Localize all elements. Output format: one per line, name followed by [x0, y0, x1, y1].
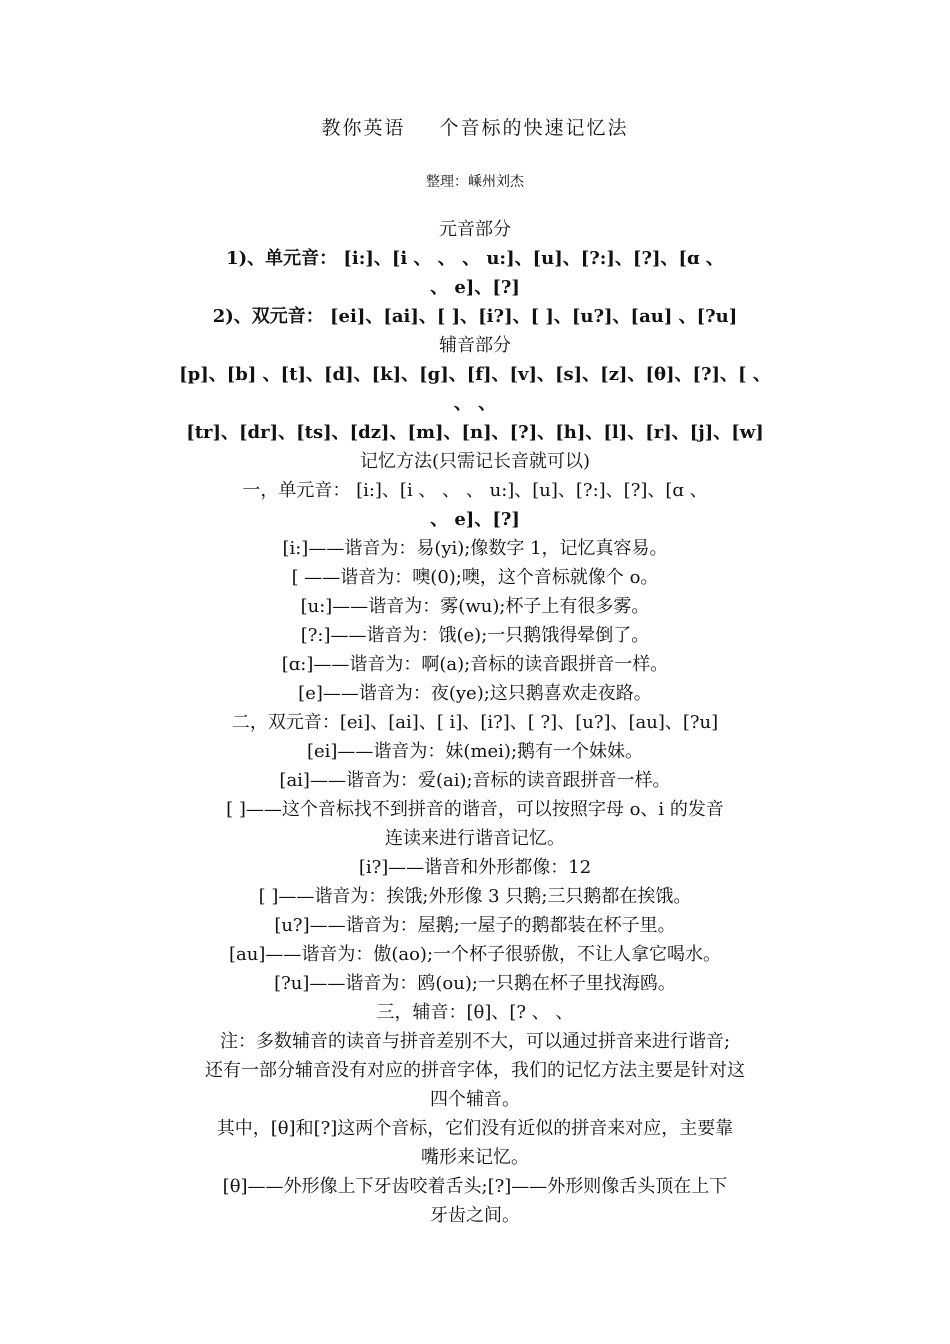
consonant-list-line-1: [p]、[b] 、[t]、[d]、[k]、[g]、[f]、[v]、[s]、[z]、[θ]、[?]、[ 、	[179, 364, 771, 385]
note-line: 注：多数辅音的读音与拼音差别不大，可以通过拼音来进行谐音;	[219, 1031, 731, 1052]
title-part-b: 个音标的快速记忆法	[439, 117, 629, 139]
mnemonic-line: [ ——谐音为：噢(0);噢，这个音标就像个 o。	[291, 567, 659, 588]
author-line: 整理：嵊州刘杰	[426, 174, 524, 190]
mnemonic-line: [u?]——谐音为：屋鹅;一屋子的鹅都装在杯子里。	[274, 915, 676, 936]
mnemonic-line: [ɑ:]——谐音为：啊(a);音标的读音跟拼音一样。	[281, 654, 669, 675]
memory-monophthong-line-1: 一，单元音： [i:]、[i 、 、 、 u:]、[u]、[?:]、[?]、[ɑ 、	[242, 480, 708, 501]
section-heading-vowels: 元音部分	[439, 219, 511, 240]
mnemonic-line: [e]——谐音为：夜(ye);这只鹅喜欢走夜路。	[298, 683, 652, 704]
note-line: 四个辅音。	[430, 1089, 520, 1110]
diphthong-list-line: 2)、双元音： [ei]、[ai]、[ ]、[i?]、[ ]、[u?]、[au] 、[?u]	[212, 306, 738, 327]
title-part-a: 教你英语	[321, 117, 406, 139]
section-heading-consonants: 辅音部分	[439, 335, 511, 356]
mnemonic-line: [i:]——谐音为：易(yi);像数字 1，记忆真容易。	[282, 538, 668, 559]
document-title	[0, 113, 950, 140]
mnemonic-line: [?:]——谐音为：饿(e);一只鹅饿得晕倒了。	[300, 625, 650, 646]
mnemonic-line: [au]——谐音为：傲(ao);一个杯子很骄傲，不让人拿它喝水。	[228, 944, 722, 965]
mnemonic-line: [ ]——谐音为：挨饿;外形像 3 只鹅;三只鹅都在挨饿。	[258, 886, 692, 907]
mnemonic-line: [u:]——谐音为：雾(wu);杯子上有很多雾。	[300, 596, 650, 617]
mnemonic-line: [ ]——这个音标找不到拼音的谐音，可以按照字母 o、i 的发音	[226, 799, 724, 820]
memory-diphthong-heading: 二，双元音：[ei]、[ai]、[ i]、[i?]、[ ?]、[u?]、[au]、[?u]	[231, 712, 719, 733]
memory-monophthong-line-2: 、 e]、[?]	[430, 509, 520, 530]
note-line: 还有一部分辅音没有对应的拼音字体，我们的记忆方法主要是针对这	[205, 1060, 745, 1081]
mnemonic-line: [ai]——谐音为：爱(ai);音标的读音跟拼音一样。	[279, 770, 671, 791]
note-line: [θ]——外形像上下牙齿咬着舌头;[?]——外形则像舌头顶在上下	[222, 1176, 728, 1197]
section-heading-memory: 记忆方法(只需记长音就可以)	[359, 451, 591, 472]
document-body	[150, 215, 800, 1230]
mnemonic-line: 连读来进行谐音记忆。	[385, 828, 565, 849]
note-line: 嘴形来记忆。	[421, 1147, 529, 1168]
monophthong-list-line-1: 1)、单元音： [i:]、[i 、 、 、 u:]、[u]、[?:]、[?]、[ɑ 、	[226, 248, 724, 269]
mnemonic-line: [?u]——谐音为：鸥(ou);一只鹅在杯子里找海鸥。	[274, 973, 676, 994]
mnemonic-line: [i?]——谐音和外形都像：12	[358, 857, 592, 878]
note-line: 牙齿之间。	[430, 1205, 520, 1226]
consonant-list-line-3: [tr]、[dr]、[ts]、[dz]、[m]、[n]、[?]、[h]、[l]、[r]、[j]、[w]	[186, 422, 764, 443]
monophthong-list-line-2: 、 e]、[?]	[430, 277, 520, 298]
consonant-list-line-2: 、 、	[453, 393, 497, 414]
memory-consonant-heading: 三，辅音：[θ]、[? 、 、	[376, 1002, 574, 1023]
note-line: 其中，[θ]和[?]这两个音标，它们没有近似的拼音来对应，主要靠	[216, 1118, 734, 1139]
mnemonic-line: [ei]——谐音为：妹(mei);鹅有一个妹妹。	[306, 741, 644, 762]
